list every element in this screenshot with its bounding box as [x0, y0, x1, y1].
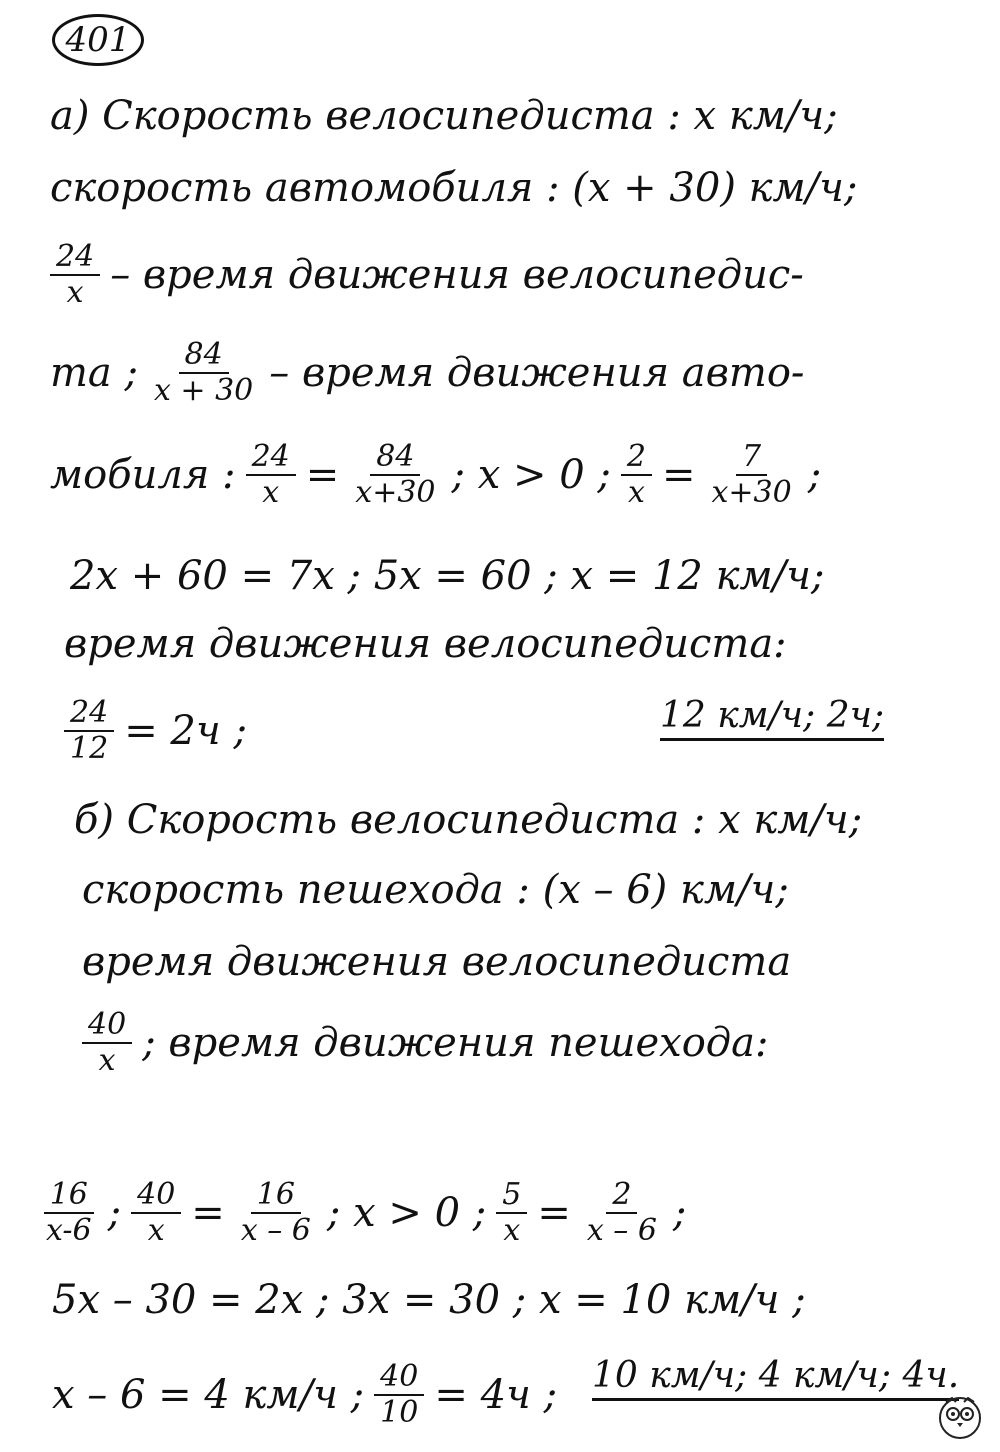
- part-a-line-3: $\frac{24}{x}$ – время движения велосипедис-: [50, 240, 804, 310]
- owl-mascot-icon: [934, 1390, 986, 1442]
- part-b-line-5: $\frac{16}{x-6}$ ; $\frac{40}{x}$ = $\frac{16}{x - 6}$ ; x > 0 ; $\frac{5}{x}$ = $\frac{2}{x - 6}$ ;: [40, 1178, 686, 1248]
- part-a-answer: 12 км/ч; 2ч;: [660, 694, 884, 741]
- fraction: $\frac{24}{x}$: [50, 240, 100, 310]
- part-a-line-5: мобиля : $\frac{24}{x}$ = $\frac{84}{x+30}$ ; x > 0 ; $\frac{2}{x}$ = $\frac{7}{x+30}$ ;: [50, 439, 822, 510]
- part-b-line-2: скорость пешехода : (x – 6) км/ч;: [82, 867, 789, 913]
- part-b-line-6: 5x – 30 = 2x ; 3x = 30 ; x = 10 км/ч ;: [52, 1277, 806, 1323]
- part-a-line-6: 2x + 60 = 7x ; 5x = 60 ; x = 12 км/ч;: [70, 553, 825, 599]
- part-a-line-7: время движения велосипедиста:: [64, 621, 787, 667]
- part-b-line-3: время движения велосипедиста: [82, 939, 792, 985]
- part-b-line-4: $\frac{40}{x}$ ; время движения пешехода:: [82, 1008, 768, 1078]
- part-a-line-2: скорость автомобиля : (x + 30) км/ч;: [50, 165, 858, 211]
- part-b-line-7: x – 6 = 4 км/ч ; $\frac{40}{10}$ = 4ч ;: [52, 1359, 558, 1430]
- part-a-line-4: та ; $\frac{84}{x + 30}$ – время движения авто-: [50, 337, 805, 408]
- part-b-answer: 10 км/ч; 4 км/ч; 4ч.: [592, 1354, 959, 1401]
- part-a-line-1: а) Скорость велосипедиста : x км/ч;: [50, 93, 838, 139]
- fraction: $\frac{84}{x + 30}$: [153, 337, 254, 408]
- problem-number: 401: [52, 14, 144, 66]
- part-a-line-8: $\frac{24}{12}$ = 2ч ;: [64, 696, 247, 766]
- part-b-line-1: б) Скорость велосипедиста : x км/ч;: [74, 797, 863, 843]
